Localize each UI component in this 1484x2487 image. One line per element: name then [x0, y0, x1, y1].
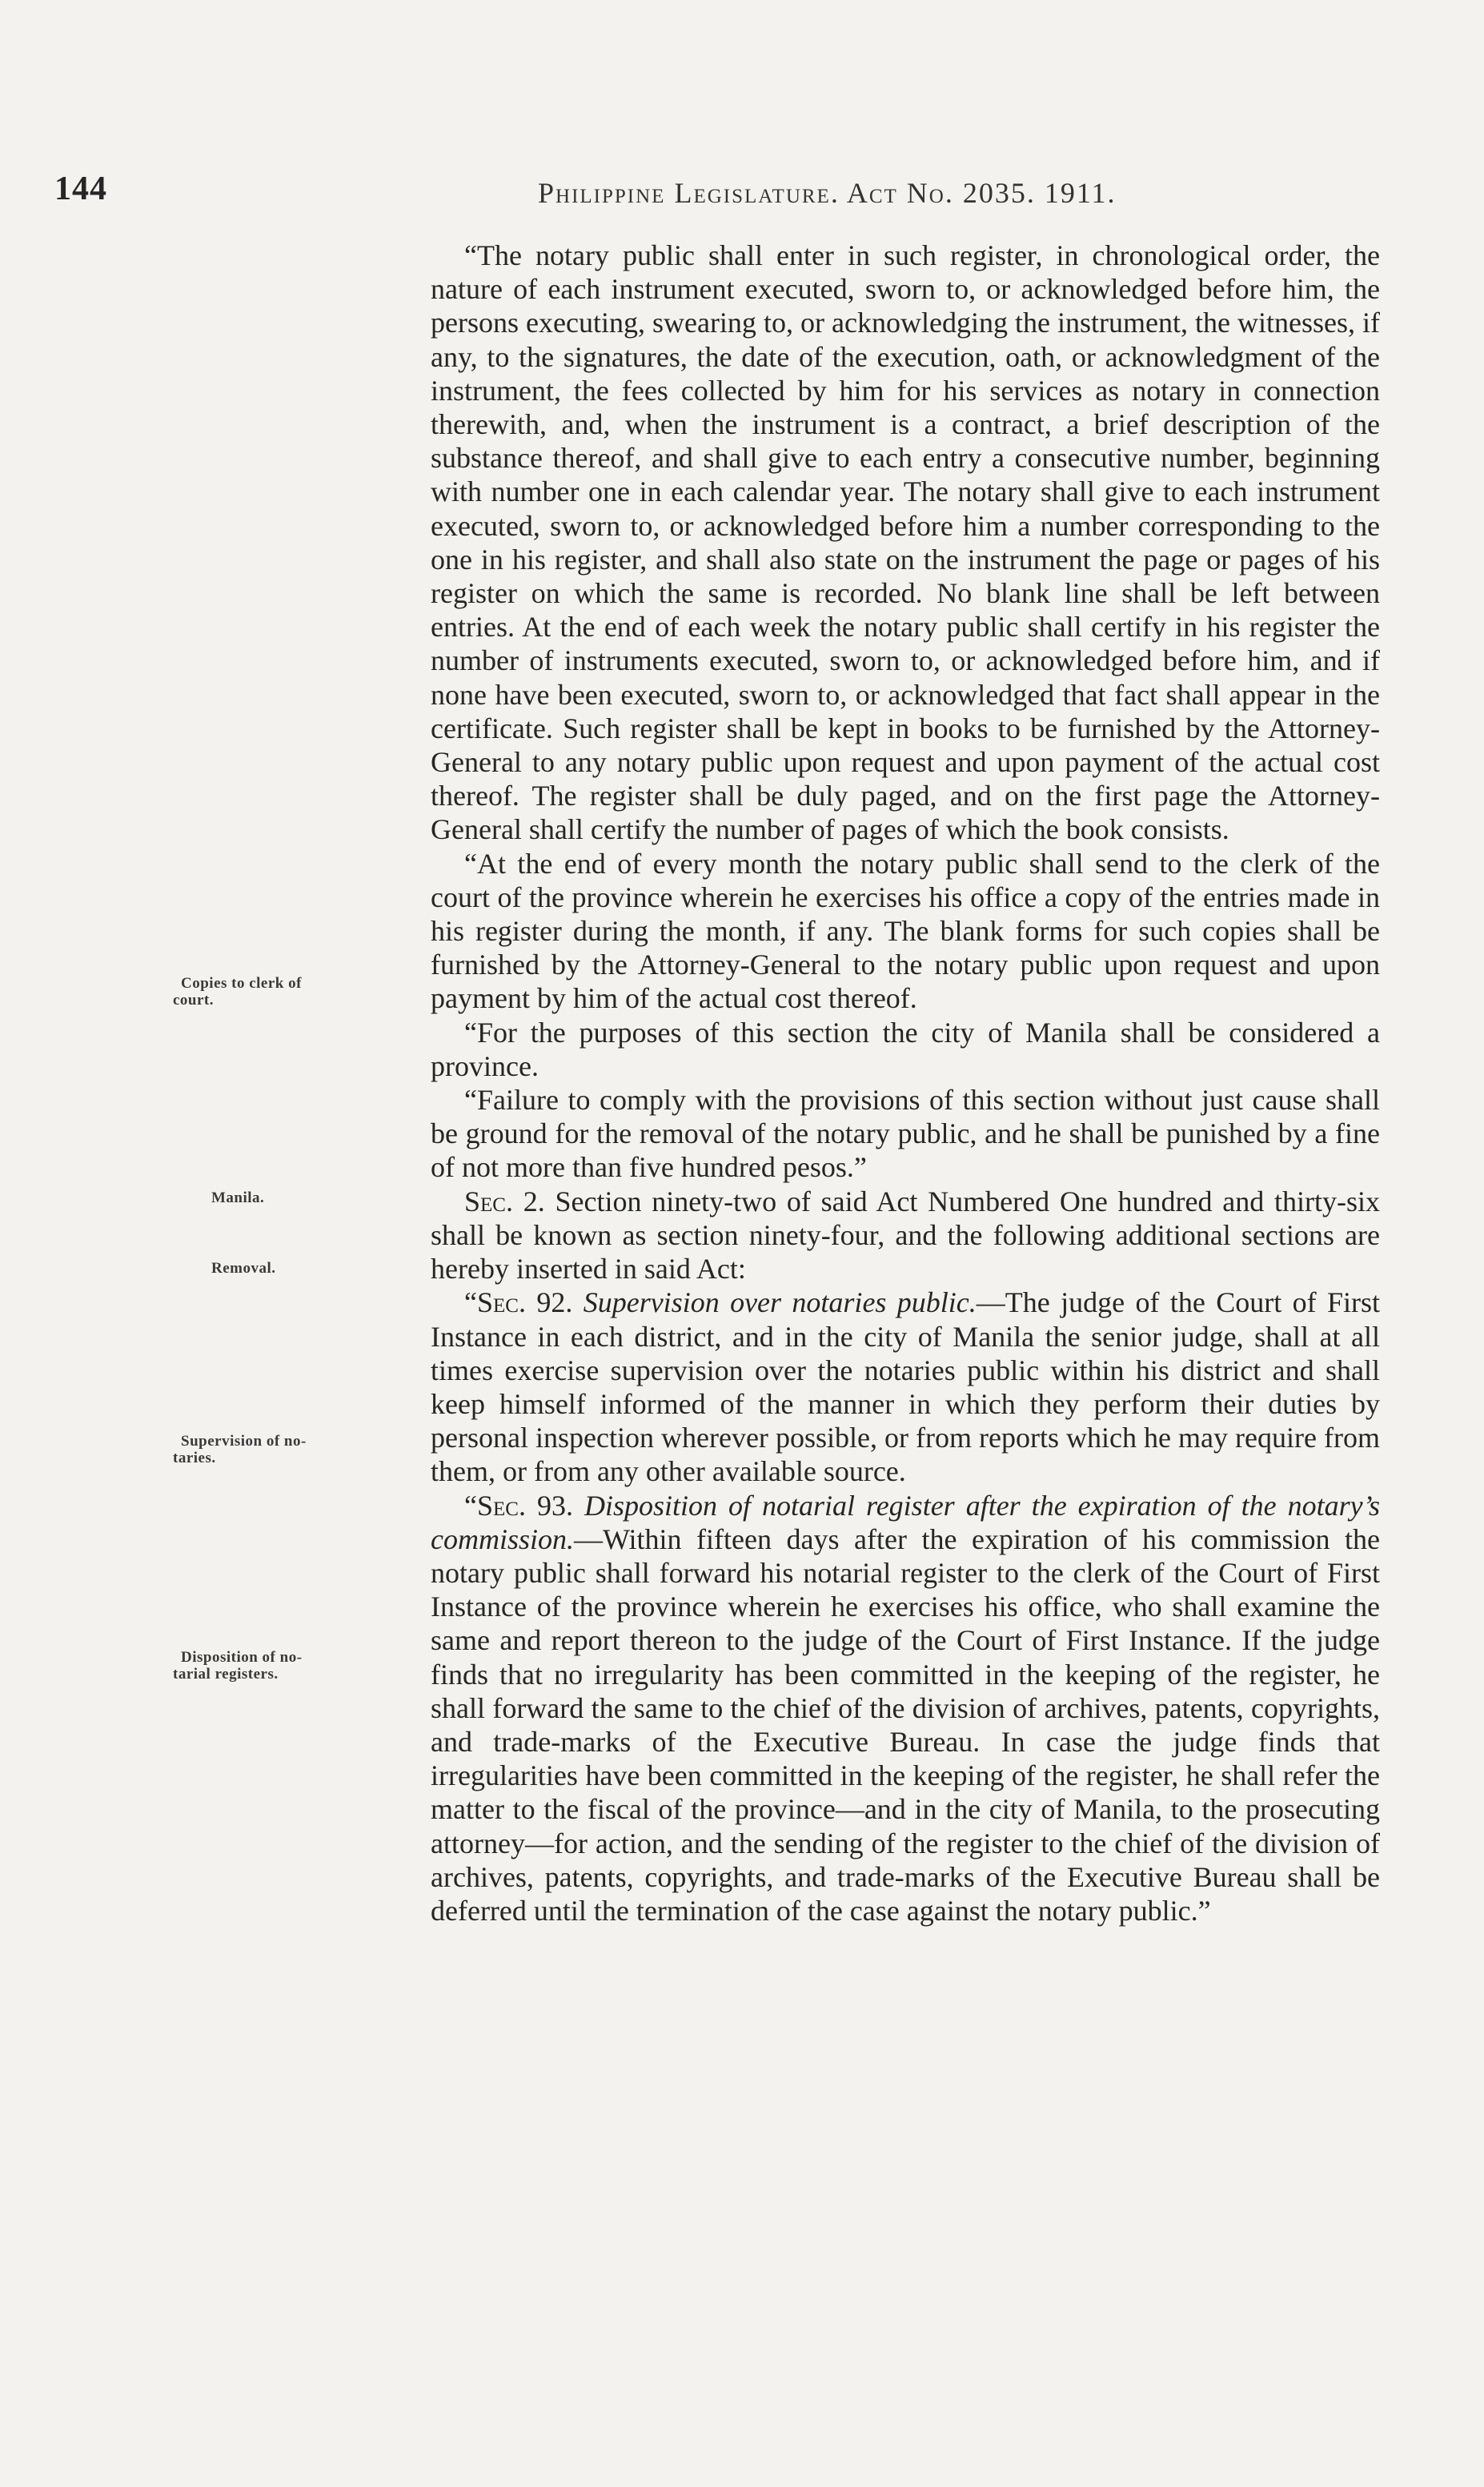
section-label: Sec. 2. [464, 1185, 545, 1217]
side-note-line: tarial registers. [173, 1666, 279, 1683]
section-label: “Sec. 93. [464, 1489, 573, 1522]
section-text: Section ninety-two of said Act Numbered One hundred and thirty-six shall be known as section ninety-four, and the following additional sections are hereby inserted in said Act: [431, 1185, 1380, 1286]
paragraph-register-entries: “The notary public shall enter in such register, in chronological order, the nature of each instrument executed, sworn to, or acknowledged before him, the persons executing, swearing to, or acknowledging the instrument, the witnesses, if any, to the signatures, the date of the execution, oath, or acknowledgment of the instrument, the fees collected by him for his services as notary in connection therewith, and, when the instrument is a contract, a brief description of the substance thereof, and shall give to each entry a consecutive number, beginning with number one in each calendar year. The notary shall give to each instrument executed, sworn to, or acknowledged before him a number corresponding to the one in his register, and shall also state on the instrument the page or pages of his register on which the same is recorded. No blank line shall be left between entries. At the end of each week the notary public shall certify in his register the number of instruments executed, sworn to, or acknowledged before him, and if none have been executed, sworn to, or acknowledged that fact shall appear in the certificate. Such register shall be kept in books to be furnished by the Attorney-General to any notary public upon request and upon payment of the actual cost thereof. The register shall be duly paged, and on the first page the Attorney-General shall certify the number of pages of which the book consists. [431, 239, 1380, 846]
paragraph-removal: “Failure to comply with the provisions of this section without just cause shall be ground for the removal of the notary public, and he shall be punished by a fine of not more than five hundred pesos.” [431, 1084, 1380, 1184]
side-note-manila: Manila. [211, 1189, 265, 1206]
paragraph-section-93 [431, 1489, 1380, 1928]
paragraph-monthly-copies: “At the end of every month the notary public shall send to the clerk of the court of the province wherein he exercises his office a copy of the entries made in his register during the month, if any. The blank forms for such copies shall be furnished by the Attorney-General to the notary public upon request and upon payment by him of the actual cost thereof. [431, 847, 1380, 1015]
section-title: Supervision over notaries public. [583, 1286, 977, 1319]
section-label: “Sec. 92. [464, 1286, 573, 1319]
page-number: 144 [54, 170, 107, 207]
side-note-removal: Removal. [211, 1260, 276, 1277]
side-note-copies-to-clerk [173, 975, 445, 1009]
section-text: —Within fifteen days after the expiration of his commission the notary public shall forward his notarial register to the clerk of the Court of First Instance of the province wherein he exercises his office, who shall examine the same and report thereon to the judge of the Court of First Instance. If the judge finds that no irregularity has been committed in the keeping of the register, he shall forward the same to the chief of the division of archives, patents, copyrights, and trade-marks of the Executive Bureau. In case the judge finds that irregularities have been committed in the keeping of the register, he shall refer the matter to the fiscal of the province—and in the city of Manila, to the prosecuting attorney—for action, and the sending of the register to the chief of the division of archives, patents, copyrights, and trade-marks of the Executive Bureau shall be deferred until the termination of the case against the notary public.” [431, 1522, 1380, 1927]
running-head: Philippine Legislature. Act No. 2035. 1911. [538, 177, 1117, 209]
side-note-supervision [173, 1433, 445, 1466]
section-text: —The judge of the Court of First Instance in each district, and in the city of Manila the senior judge, shall at all times exercise supervision over the notaries public within his district and shall keep himself informed of the manner in which they perform their duties by personal inspection wherever possible, or from reports which he may require from them, or from any other available source. [431, 1286, 1381, 1488]
paragraph-section-2 [431, 1185, 1380, 1286]
side-note-line: Disposition of no- [181, 1649, 303, 1666]
side-note-line: Supervision of no- [181, 1433, 307, 1450]
side-note-line: taries. [173, 1450, 216, 1466]
paragraph-manila-province: “For the purposes of this section the city of Manila shall be considered a province. [431, 1016, 1380, 1082]
side-note-line: court. [173, 992, 215, 1009]
section-title: Disposition of notarial register after the expiration of the notary’s commission. [431, 1489, 1380, 1555]
paragraph-section-92 [431, 1286, 1380, 1488]
side-note-disposition [173, 1649, 445, 1683]
side-note-line: Copies to clerk of [181, 975, 302, 992]
act-body-text [431, 239, 1380, 1927]
